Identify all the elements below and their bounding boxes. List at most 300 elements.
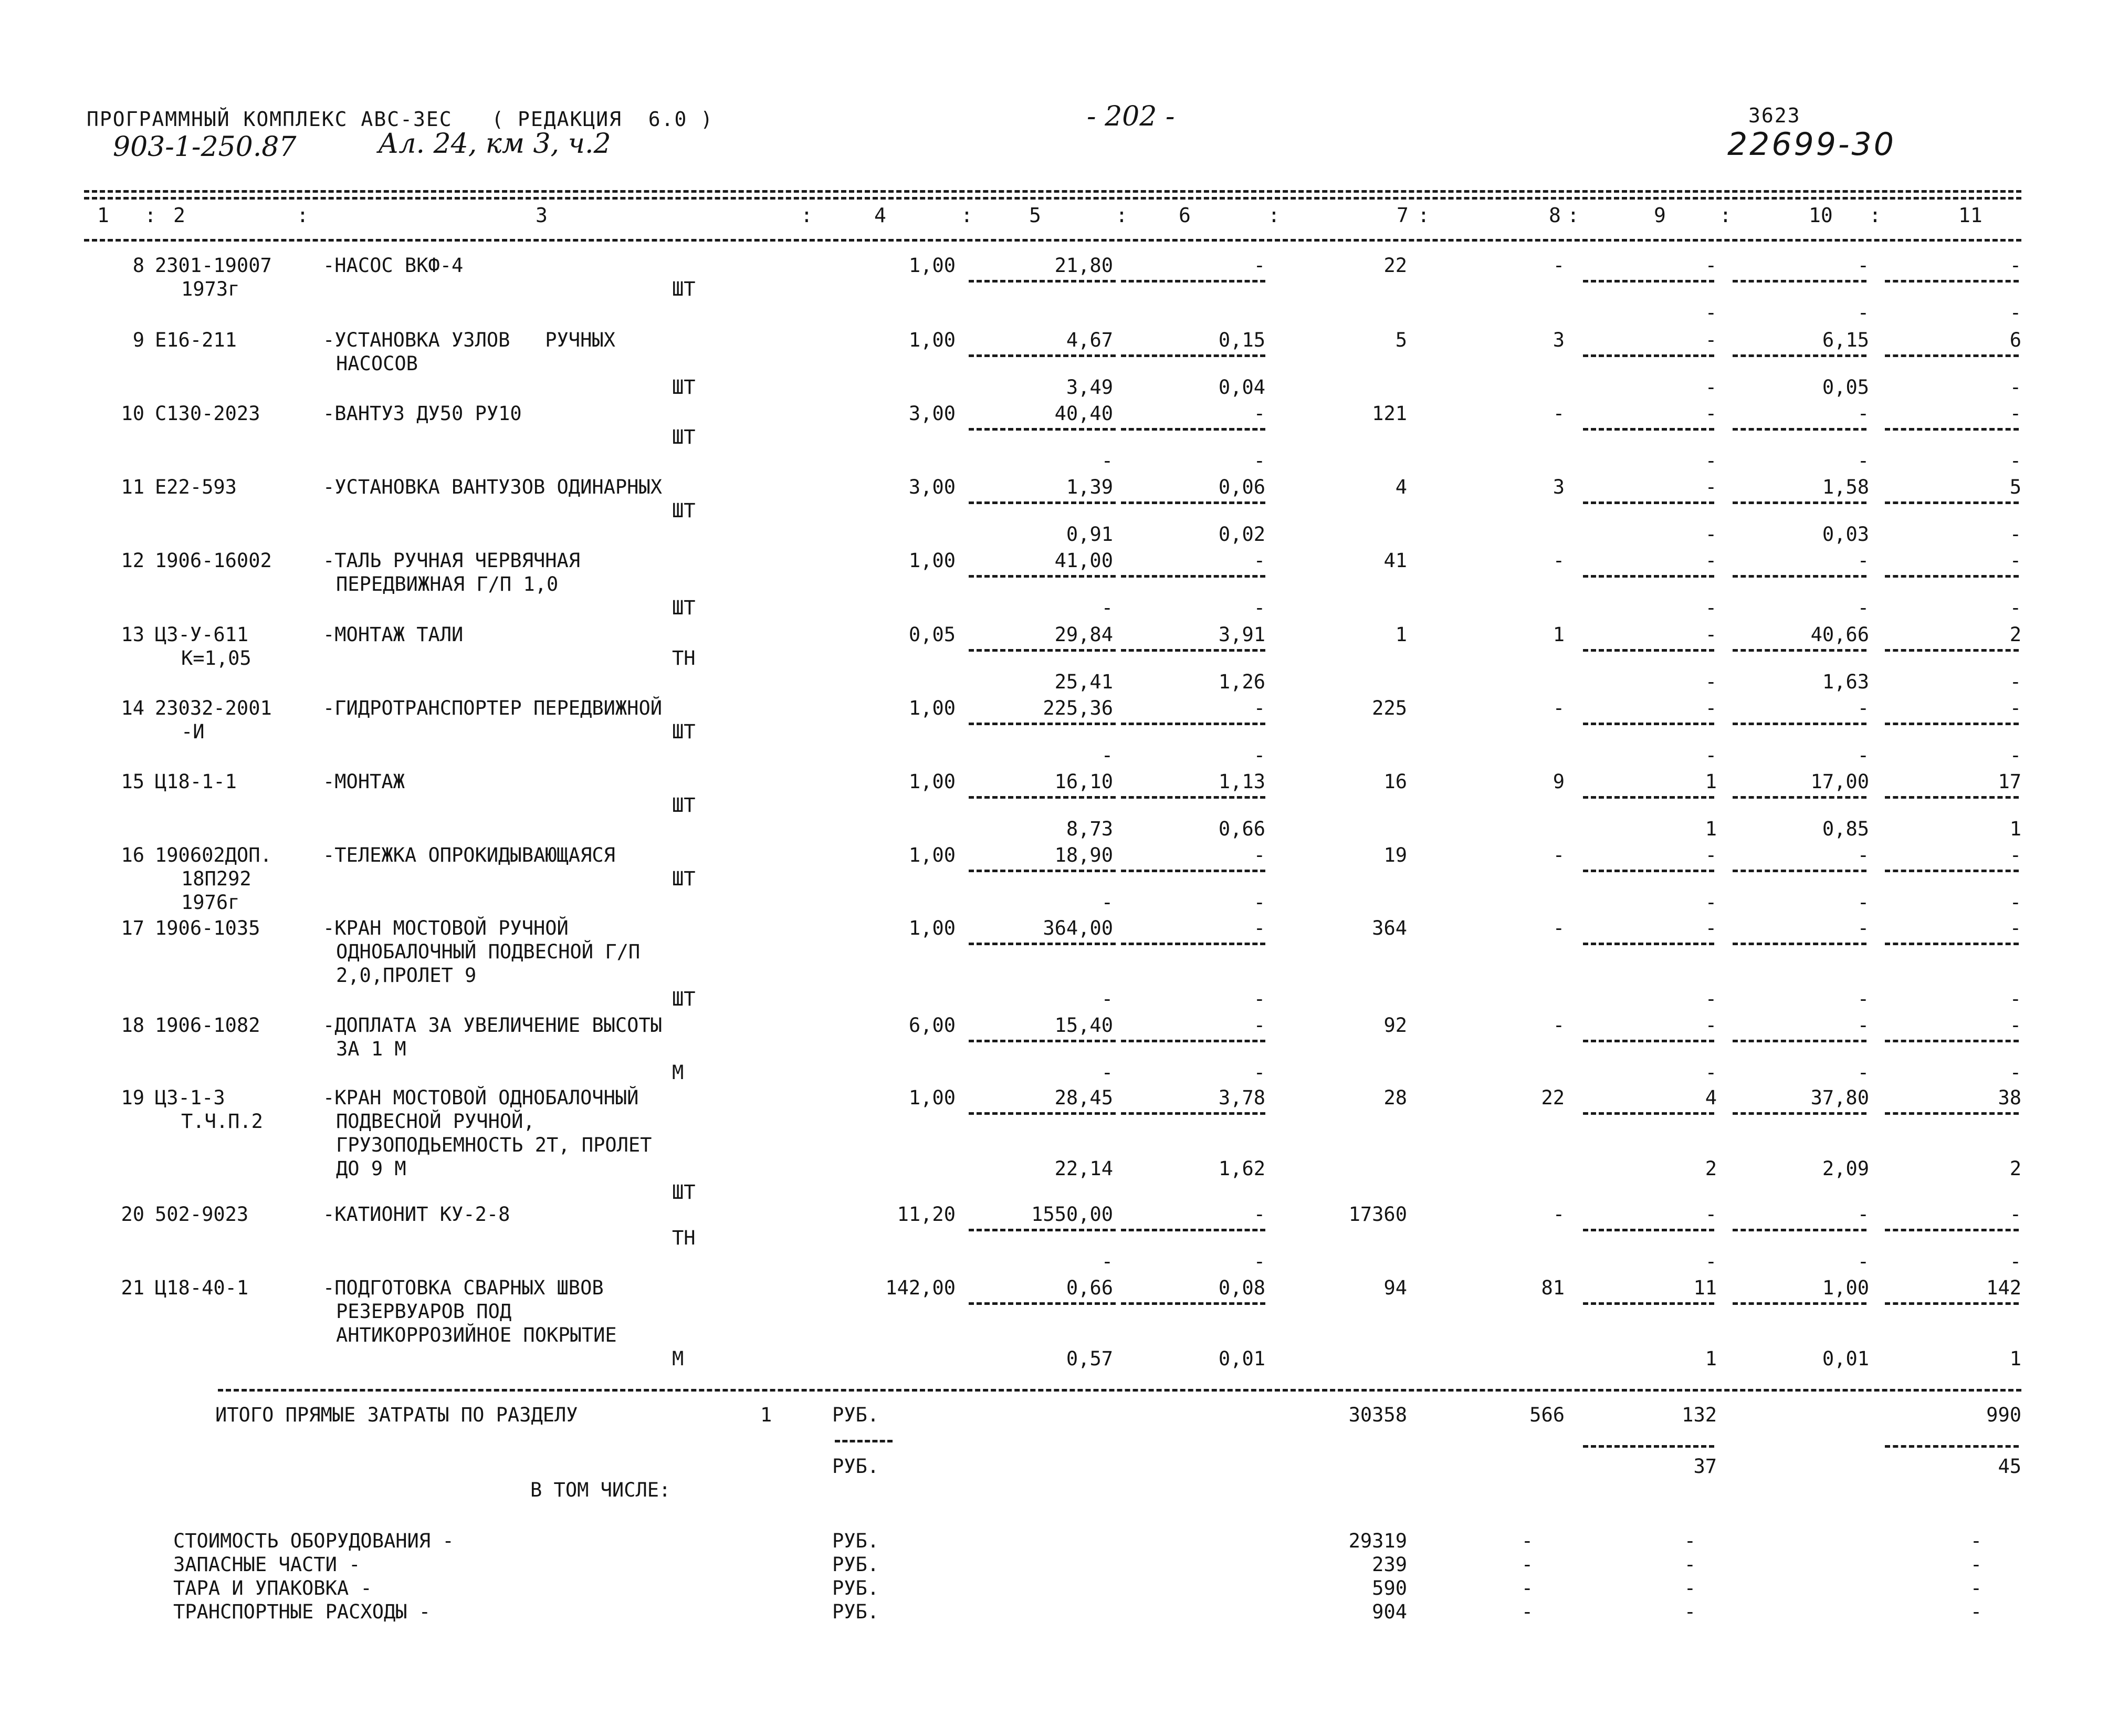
row-code: С130-2023 (155, 402, 260, 425)
row-col9-secondary: - (1705, 449, 1717, 472)
row-col5-secondary: - (1101, 891, 1113, 914)
row-quantity: 1,00 (908, 770, 956, 793)
totals-label: ИТОГО ПРЯМЫЕ ЗАТРАТЫ ПО РАЗДЕЛУ (215, 1404, 578, 1426)
row-col11-primary: - (2009, 844, 2021, 866)
row-col11-primary: - (2009, 549, 2021, 572)
row-col11-primary: - (2009, 402, 2021, 425)
totals-col11: 990 (1986, 1404, 2021, 1426)
row-col11-secondary: - (2009, 744, 2021, 767)
row-quantity: 3,00 (908, 476, 956, 498)
row-col11-secondary: - (2009, 891, 2021, 914)
row-col8: - (1553, 1203, 1565, 1226)
row-code: Ц18-40-1 (155, 1277, 249, 1299)
row-quantity: 0,05 (908, 623, 956, 646)
row-col6-primary: 1,13 (1218, 770, 1265, 793)
row-divider (1121, 649, 1265, 652)
row-divider (1583, 575, 1714, 578)
row-col11-primary: - (2009, 1203, 2021, 1226)
row-divider (1121, 1112, 1265, 1115)
row-divider (1733, 428, 1866, 431)
totals-col9: 132 (1682, 1404, 1717, 1426)
row-col10-secondary: 0,01 (1822, 1347, 1869, 1370)
column-header-2: 2 (173, 204, 185, 227)
row-col7: 19 (1383, 844, 1407, 866)
row-code: 1906-1035 (155, 917, 260, 939)
row-col10-secondary: 0,03 (1822, 523, 1869, 546)
row-number: 19 (121, 1086, 144, 1109)
row-col11-primary: 142 (1986, 1277, 2021, 1299)
row-col8: - (1553, 917, 1565, 939)
row-col9-primary: - (1705, 402, 1717, 425)
row-col10-secondary: - (1857, 744, 1869, 767)
row-quantity: 1,00 (908, 254, 956, 277)
row-divider (1121, 280, 1265, 283)
breakdown-col11: - (1970, 1530, 1982, 1552)
row-divider (1583, 1302, 1714, 1305)
row-divider (1583, 1112, 1714, 1115)
row-col5-secondary: 0,57 (1066, 1347, 1113, 1370)
row-unit: ШТ (672, 794, 696, 817)
row-code: 18П292 (181, 867, 251, 890)
row-col7: 28 (1383, 1086, 1407, 1109)
row-col9-secondary: - (1705, 988, 1717, 1010)
breakdown-col8: - (1521, 1601, 1533, 1623)
breakdown-col11: - (1970, 1601, 1982, 1623)
row-col5-primary: 4,67 (1066, 329, 1113, 351)
row-col11-primary: 17 (1998, 770, 2021, 793)
row-unit: ШТ (672, 597, 696, 619)
row-divider (1733, 943, 1866, 945)
row-col9-secondary: 1 (1705, 818, 1717, 840)
row-number: 18 (121, 1014, 144, 1037)
row-col9-secondary: - (1705, 1250, 1717, 1273)
column-header-1: 1 (97, 204, 109, 227)
breakdown-label: ТАРА И УПАКОВКА - (173, 1577, 372, 1599)
row-col6-secondary: - (1253, 597, 1265, 619)
row-col10-primary: 40,66 (1810, 623, 1869, 646)
breakdown-col8: - (1521, 1553, 1533, 1576)
row-col6-primary: - (1253, 402, 1265, 425)
breakdown-col7: 904 (1372, 1601, 1407, 1623)
row-divider (1583, 1229, 1714, 1231)
row-col10-secondary: - (1857, 891, 1869, 914)
row-code: 502-9023 (155, 1203, 249, 1226)
row-col10-primary: 17,00 (1810, 770, 1869, 793)
row-col11-secondary: - (2009, 597, 2021, 619)
row-col10-primary: 1,00 (1822, 1277, 1869, 1299)
row-col11-secondary: - (2009, 1061, 2021, 1084)
row-col11-primary: - (2009, 917, 2021, 939)
breakdown-col7: 590 (1372, 1577, 1407, 1599)
row-col10-secondary: - (1857, 988, 1869, 1010)
row-divider (969, 723, 1116, 725)
row-divider (1121, 428, 1265, 431)
row-col9-primary: 11 (1693, 1277, 1717, 1299)
row-number: 8 (132, 254, 144, 277)
row-col5-primary: 18,90 (1054, 844, 1113, 866)
row-divider (1583, 280, 1714, 283)
row-number: 10 (121, 402, 144, 425)
totals-col9-underline (1583, 1445, 1714, 1448)
row-col9-secondary: - (1705, 523, 1717, 546)
row-col10-primary: - (1857, 254, 1869, 277)
row-col11-primary: 38 (1998, 1086, 2021, 1109)
row-col10-primary: 1,58 (1822, 476, 1869, 498)
row-col6-primary: - (1253, 844, 1265, 866)
row-col9-secondary: - (1705, 891, 1717, 914)
row-col9-primary: - (1705, 697, 1717, 719)
row-col5-secondary: - (1101, 597, 1113, 619)
row-col5-primary: 29,84 (1054, 623, 1113, 646)
row-col8: - (1553, 549, 1565, 572)
row-divider (1885, 575, 2019, 578)
row-divider (969, 428, 1116, 431)
row-col10-secondary: 2,09 (1822, 1157, 1869, 1180)
row-col5-secondary: 25,41 (1054, 671, 1113, 693)
row-col6-primary: - (1253, 1203, 1265, 1226)
column-separator: : (1869, 204, 1881, 227)
row-name: ПЕРЕДВИЖНАЯ Г/П 1,0 (336, 573, 559, 595)
row-unit: ШТ (672, 376, 696, 399)
row-divider (1583, 870, 1714, 872)
row-name: -ГИДРОТРАНСПОРТЕР ПЕРЕДВИЖНОЙ (323, 697, 663, 719)
row-col10-secondary: 0,85 (1822, 818, 1869, 840)
row-col6-secondary: 0,02 (1218, 523, 1265, 546)
row-code: 1973г (181, 278, 240, 300)
album-reference: Ал. 24, км 3, ч.2 (378, 128, 611, 160)
row-col5-secondary: - (1101, 449, 1113, 472)
row-col8: 3 (1553, 476, 1565, 498)
breakdown-col11: - (1970, 1577, 1982, 1599)
row-col5-secondary: - (1101, 1061, 1113, 1084)
row-name: -ТАЛЬ РУЧНАЯ ЧЕРВЯЧНАЯ (323, 549, 581, 572)
row-divider (1121, 1229, 1265, 1231)
row-divider (969, 575, 1116, 578)
column-separator: : (961, 204, 973, 227)
row-col5-secondary: 22,14 (1054, 1157, 1113, 1180)
row-unit: ШТ (672, 1181, 696, 1204)
row-divider (1583, 354, 1714, 357)
row-divider (969, 870, 1116, 872)
row-col8: 3 (1553, 329, 1565, 351)
row-col9-primary: - (1705, 917, 1717, 939)
row-unit: ШТ (672, 278, 696, 300)
row-divider (1733, 796, 1866, 799)
row-col9-secondary: - (1705, 671, 1717, 693)
row-col6-secondary: 1,26 (1218, 671, 1265, 693)
column-header-4: 4 (874, 204, 886, 227)
column-separator: : (297, 204, 309, 227)
column-header-7: 7 (1397, 204, 1409, 227)
row-name: -УСТАНОВКА УЗЛОВ РУЧНЫХ (323, 329, 615, 351)
row-divider (1733, 1229, 1866, 1231)
row-divider (1583, 649, 1714, 652)
row-divider (1121, 870, 1265, 872)
row-col5-primary: 1,39 (1066, 476, 1113, 498)
totals-col11-second: 45 (1998, 1455, 2021, 1478)
row-divider (1885, 796, 2019, 799)
row-code: Ц18-1-1 (155, 770, 237, 793)
row-name: РЕЗЕРВУАРОВ ПОД (336, 1300, 512, 1323)
row-col9-secondary: - (1705, 1061, 1717, 1084)
row-col6-secondary: 1,62 (1218, 1157, 1265, 1180)
row-col10-secondary: - (1857, 597, 1869, 619)
totals-rule (218, 1389, 2021, 1392)
row-divider (969, 1112, 1116, 1115)
column-header-9: 9 (1654, 204, 1666, 227)
row-col5-primary: 15,40 (1054, 1014, 1113, 1037)
row-col10-secondary: 0,05 (1822, 376, 1869, 399)
row-name: -МОНТАЖ ТАЛИ (323, 623, 464, 646)
row-name: -НАСОС ВКФ-4 (323, 254, 464, 277)
row-col11-secondary: 1 (2009, 818, 2021, 840)
row-quantity: 3,00 (908, 402, 956, 425)
row-divider (1885, 723, 2019, 725)
column-separator: : (144, 204, 156, 227)
row-col6-primary: - (1253, 1014, 1265, 1037)
row-divider (1121, 723, 1265, 725)
row-col6-primary: 0,08 (1218, 1277, 1265, 1299)
row-col9-primary: - (1705, 1203, 1717, 1226)
row-unit: ШТ (672, 499, 696, 522)
row-col6-secondary: - (1253, 891, 1265, 914)
row-col11-primary: 6 (2009, 329, 2021, 351)
row-col11-primary: 2 (2009, 623, 2021, 646)
row-divider (1583, 428, 1714, 431)
row-col6-secondary: 0,66 (1218, 818, 1265, 840)
row-divider (1885, 1112, 2019, 1115)
row-col5-primary: 16,10 (1054, 770, 1113, 793)
row-name: ОДНОБАЛОЧНЫЙ ПОДВЕСНОЙ Г/П (336, 940, 641, 963)
row-col11-primary: - (2009, 254, 2021, 277)
row-col11-secondary: - (2009, 1250, 2021, 1273)
row-divider (1733, 649, 1866, 652)
row-col6-primary: - (1253, 549, 1265, 572)
row-name: -ВАНТУЗ ДУ50 РУ10 (323, 402, 522, 425)
row-divider (1885, 354, 2019, 357)
row-col6-primary: - (1253, 254, 1265, 277)
row-col5-primary: 28,45 (1054, 1086, 1113, 1109)
row-col9-primary: - (1705, 844, 1717, 866)
row-divider (1885, 280, 2019, 283)
row-divider (969, 501, 1116, 504)
row-number: 14 (121, 697, 144, 719)
row-divider (1885, 501, 2019, 504)
row-col11-secondary: - (2009, 301, 2021, 324)
row-col7: 364 (1372, 917, 1407, 939)
row-divider (969, 354, 1116, 357)
row-col5-secondary: - (1101, 988, 1113, 1010)
column-separator: : (801, 204, 813, 227)
row-quantity: 1,00 (908, 844, 956, 866)
row-code: -И (181, 720, 205, 743)
row-col9-primary: - (1705, 476, 1717, 498)
row-col9-primary: 1 (1705, 770, 1717, 793)
row-col5-primary: 21,80 (1054, 254, 1113, 277)
column-separator: : (1567, 204, 1579, 227)
breakdown-unit: РУБ. (832, 1553, 879, 1576)
row-col10-primary: - (1857, 1014, 1869, 1037)
row-col9-primary: - (1705, 254, 1717, 277)
row-quantity: 1,00 (908, 697, 956, 719)
row-col9-secondary: 2 (1705, 1157, 1717, 1180)
row-divider (969, 943, 1116, 945)
row-unit: М (672, 1061, 684, 1084)
row-divider (1885, 1302, 2019, 1305)
row-quantity: 1,00 (908, 917, 956, 939)
row-col7: 92 (1383, 1014, 1407, 1037)
row-col10-secondary: 1,63 (1822, 671, 1869, 693)
column-separator: : (1418, 204, 1430, 227)
page-number: - 202 - (1087, 101, 1175, 132)
row-col8: 81 (1541, 1277, 1565, 1299)
row-col8: 9 (1553, 770, 1565, 793)
header-rule-top (84, 190, 2021, 193)
column-header-6: 6 (1179, 204, 1191, 227)
row-divider (969, 796, 1116, 799)
row-divider (1733, 575, 1866, 578)
row-number: 16 (121, 844, 144, 866)
totals-col7: 30358 (1348, 1404, 1407, 1426)
column-header-8: 8 (1549, 204, 1561, 227)
row-quantity: 11,20 (897, 1203, 956, 1226)
row-code: Т.Ч.П.2 (181, 1110, 263, 1133)
row-col8: - (1553, 697, 1565, 719)
row-quantity: 1,00 (908, 329, 956, 351)
row-unit: ШТ (672, 720, 696, 743)
row-col9-primary: - (1705, 1014, 1717, 1037)
row-col11-secondary: - (2009, 671, 2021, 693)
row-divider (1583, 501, 1714, 504)
row-divider (1121, 796, 1265, 799)
row-col8: - (1553, 1014, 1565, 1037)
row-col11-secondary: - (2009, 449, 2021, 472)
row-col9-primary: - (1705, 549, 1717, 572)
row-col8: - (1553, 254, 1565, 277)
breakdown-col9: - (1684, 1577, 1696, 1599)
row-divider (1583, 943, 1714, 945)
row-code: К=1,05 (181, 647, 251, 670)
row-col5-primary: 225,36 (1043, 697, 1113, 719)
row-divider (1733, 354, 1866, 357)
row-quantity: 142,00 (885, 1277, 956, 1299)
row-col5-secondary: - (1101, 1250, 1113, 1273)
sheet-number: 22699-30 (1727, 126, 1896, 163)
row-col6-primary: 0,06 (1218, 476, 1265, 498)
row-col11-primary: - (2009, 697, 2021, 719)
totals-col11-underline (1885, 1445, 2019, 1448)
breakdown-label: СТОИМОСТЬ ОБОРУДОВАНИЯ - (173, 1530, 454, 1552)
row-name: НАСОСОВ (336, 352, 418, 375)
row-unit: ТН (672, 1227, 696, 1249)
row-name: 2,0,ПРОЛЕТ 9 (336, 964, 477, 987)
row-divider (1885, 428, 2019, 431)
including-label: В ТОМ ЧИСЛЕ: (530, 1479, 671, 1501)
row-divider (1885, 1040, 2019, 1042)
row-unit: ШТ (672, 988, 696, 1010)
row-quantity: 1,00 (908, 1086, 956, 1109)
row-col6-primary: 0,15 (1218, 329, 1265, 351)
totals-col8: 566 (1529, 1404, 1565, 1426)
row-divider (1121, 1302, 1265, 1305)
row-col6-secondary: 0,01 (1218, 1347, 1265, 1370)
row-col10-primary: 6,15 (1822, 329, 1869, 351)
row-divider (1885, 649, 2019, 652)
row-col5-secondary: 8,73 (1066, 818, 1113, 840)
row-col5-primary: 1550,00 (1031, 1203, 1113, 1226)
row-col11-secondary: 2 (2009, 1157, 2021, 1180)
row-col5-primary: 41,00 (1054, 549, 1113, 572)
row-col10-secondary: - (1857, 449, 1869, 472)
row-name: -ДОПЛАТА ЗА УВЕЛИЧЕНИЕ ВЫСОТЫ (323, 1014, 663, 1037)
row-col7: 4 (1395, 476, 1407, 498)
row-col10-secondary: - (1857, 1250, 1869, 1273)
totals-col9-second: 37 (1693, 1455, 1717, 1478)
row-name: ПОДВЕСНОЙ РУЧНОЙ, (336, 1110, 535, 1133)
row-number: 11 (121, 476, 144, 498)
row-number: 12 (121, 549, 144, 572)
row-col6-primary: - (1253, 697, 1265, 719)
row-col11-primary: - (2009, 1014, 2021, 1037)
totals-unit-underline (835, 1440, 893, 1442)
row-col6-secondary: 0,04 (1218, 376, 1265, 399)
row-col7: 1 (1395, 623, 1407, 646)
row-divider (969, 1229, 1116, 1231)
row-name: ГРУЗОПОДЬЕМНОСТЬ 2Т, ПРОЛЕТ (336, 1134, 652, 1156)
row-divider (1583, 796, 1714, 799)
row-col6-secondary: - (1253, 449, 1265, 472)
column-header-5: 5 (1029, 204, 1041, 227)
row-col10-primary: 37,80 (1810, 1086, 1869, 1109)
row-divider (1733, 723, 1866, 725)
row-col6-primary: 3,78 (1218, 1086, 1265, 1109)
column-separator: : (1268, 204, 1280, 227)
totals-section: 1 (760, 1404, 772, 1426)
row-code: 2301-19007 (155, 254, 272, 277)
row-name: -ТЕЛЕЖКА ОПРОКИДЫВАЮЩАЯСЯ (323, 844, 615, 866)
row-col9-primary: 4 (1705, 1086, 1717, 1109)
row-divider (969, 1302, 1116, 1305)
row-col10-primary: - (1857, 549, 1869, 572)
row-number: 9 (132, 329, 144, 351)
row-divider (1733, 280, 1866, 283)
breakdown-label: ЗАПАСНЫЕ ЧАСТИ - (173, 1553, 361, 1576)
row-col6-primary: - (1253, 917, 1265, 939)
row-col7: 22 (1383, 254, 1407, 277)
breakdown-unit: РУБ. (832, 1530, 879, 1552)
row-number: 15 (121, 770, 144, 793)
row-divider (1885, 870, 2019, 872)
breakdown-unit: РУБ. (832, 1601, 879, 1623)
row-col8: 1 (1553, 623, 1565, 646)
row-divider (1583, 1040, 1714, 1042)
column-separator: : (1116, 204, 1128, 227)
row-divider (1121, 501, 1265, 504)
header-rule-top-2 (84, 197, 2021, 200)
row-col11-primary: 5 (2009, 476, 2021, 498)
row-unit: ТН (672, 647, 696, 670)
row-col9-secondary: - (1705, 744, 1717, 767)
program-header: ПРОГРАММНЫЙ КОМПЛЕКС АВС-ЗЕС ( РЕДАКЦИЯ 6.0 ) (87, 108, 714, 131)
header-rule-bottom (84, 239, 2021, 242)
row-divider (969, 1040, 1116, 1042)
breakdown-col9: - (1684, 1601, 1696, 1623)
row-divider (1885, 943, 2019, 945)
row-code: 190602ДОП. (155, 844, 272, 866)
column-header-3: 3 (536, 204, 548, 227)
row-divider (969, 649, 1116, 652)
row-name: -КРАН МОСТОВОЙ РУЧНОЙ (323, 917, 569, 939)
